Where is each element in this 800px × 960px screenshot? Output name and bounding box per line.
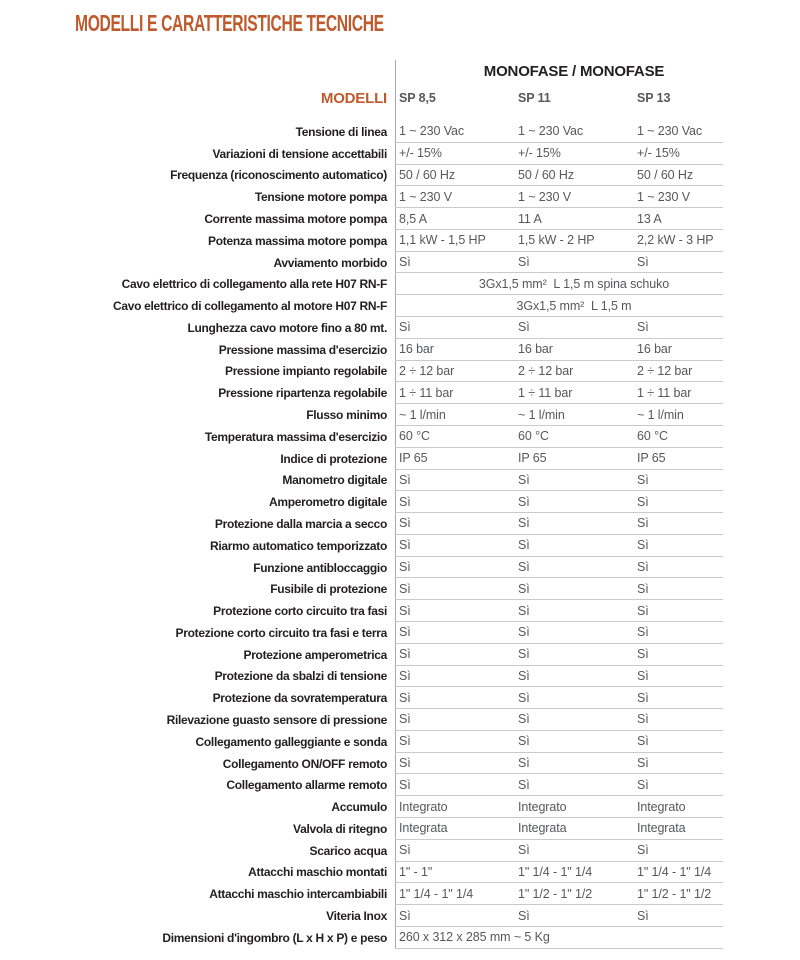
- row-value: Sì: [518, 756, 530, 771]
- row-value: 1 ÷ 11 bar: [518, 385, 573, 400]
- table-row: [0, 448, 723, 470]
- row-value: Integrata: [518, 821, 567, 836]
- row-values: [395, 361, 723, 383]
- row-label: Protezione amperometrica: [243, 647, 387, 662]
- row-value: Sì: [518, 516, 530, 531]
- table-row: [0, 295, 723, 317]
- row-value: 1,5 kW - 2 HP: [518, 233, 595, 248]
- row-value: ~ 1 l/min: [518, 407, 565, 422]
- row-label: Pressione ripartenza regolabile: [218, 386, 387, 401]
- row-label: Collegamento ON/OFF remoto: [222, 756, 387, 771]
- row-value: +/- 15%: [399, 146, 442, 161]
- row-value: Integrata: [637, 821, 686, 836]
- row-value: IP 65: [637, 451, 666, 466]
- table-row: [0, 622, 723, 644]
- table-row: [0, 361, 723, 383]
- row-label: Temperatura massima d'esercizio: [204, 429, 387, 444]
- column-header-sp85: SP 8,5: [399, 91, 436, 105]
- row-label: Collegamento galleggiante e sonda: [195, 734, 387, 749]
- row-value: 50 / 60 Hz: [637, 167, 693, 182]
- row-value: Sì: [399, 516, 411, 531]
- row-value: 1 ~ 230 V: [518, 189, 571, 204]
- row-label: Protezione corto circuito tra fasi e terra: [175, 625, 387, 640]
- row-value: 13 A: [637, 211, 662, 226]
- row-values: [395, 273, 723, 295]
- row-value: Sì: [518, 472, 530, 487]
- row-value: Sì: [637, 690, 649, 705]
- row-label: Potenza massima motore pompa: [208, 233, 387, 248]
- row-value: 1,1 kW - 1,5 HP: [399, 233, 486, 248]
- row-value: ~ 1 l/min: [399, 407, 446, 422]
- row-value: 1" 1/2 - 1" 1/2: [637, 886, 712, 901]
- column-headers: [395, 91, 723, 105]
- row-value: Sì: [399, 843, 411, 858]
- row-value: 1" 1/4 - 1" 1/4: [637, 864, 712, 879]
- row-value: Sì: [518, 255, 530, 270]
- row-value: Sì: [399, 472, 411, 487]
- row-value: Sì: [518, 538, 530, 553]
- table-row: [0, 731, 723, 753]
- row-values: [395, 905, 723, 927]
- row-value: 60 °C: [518, 429, 549, 444]
- row-label: Variazioni di tensione accettabili: [212, 146, 387, 161]
- row-value: Sì: [518, 581, 530, 596]
- table-row: [0, 404, 723, 426]
- row-value: 1" 1/4 - 1" 1/4: [518, 864, 593, 879]
- row-values: [395, 840, 723, 862]
- row-value: Sì: [518, 603, 530, 618]
- row-label: Pressione massima d'esercizio: [218, 342, 387, 357]
- row-values: [395, 557, 723, 579]
- row-value: 1 ÷ 11 bar: [637, 385, 692, 400]
- row-value: Integrato: [637, 799, 686, 814]
- table-row: [0, 535, 723, 557]
- table-row: [0, 753, 723, 775]
- row-values: [395, 622, 723, 644]
- table-row: [0, 252, 723, 274]
- row-value: 2 ÷ 12 bar: [399, 363, 455, 378]
- row-label: Attacchi maschio intercambiabili: [209, 887, 387, 902]
- row-value: +/- 15%: [518, 146, 561, 161]
- row-values: [395, 252, 723, 274]
- table-row: [0, 470, 723, 492]
- row-label: Cavo elettrico di collegamento al motore H07 RN-F: [112, 299, 387, 314]
- row-value: Sì: [637, 712, 649, 727]
- row-value: Sì: [399, 320, 411, 335]
- row-value: Sì: [518, 494, 530, 509]
- row-label: Lunghezza cavo motore fino a 80 mt.: [187, 320, 387, 335]
- table-row: [0, 600, 723, 622]
- row-value: ~ 1 l/min: [637, 407, 684, 422]
- row-value: 1" - 1": [399, 864, 433, 879]
- row-value: Sì: [399, 603, 411, 618]
- row-value: Sì: [518, 690, 530, 705]
- table-row: [0, 644, 723, 666]
- row-label: Collegamento allarme remoto: [226, 778, 387, 793]
- row-values: [395, 121, 723, 143]
- row-value: Sì: [399, 538, 411, 553]
- row-value-merged: 3Gx1,5 mm² L 1,5 m: [516, 298, 632, 313]
- row-value: 1" 1/4 - 1" 1/4: [399, 886, 474, 901]
- row-value: Sì: [637, 472, 649, 487]
- row-value: Sì: [399, 581, 411, 596]
- row-values: [395, 470, 723, 492]
- row-label: Indice di protezione: [280, 451, 387, 466]
- row-value: Sì: [637, 494, 649, 509]
- row-label: Fusibile di protezione: [270, 582, 387, 597]
- row-values: [395, 578, 723, 600]
- row-label: Accumulo: [331, 800, 387, 815]
- table-row: [0, 666, 723, 688]
- row-value: Sì: [399, 560, 411, 575]
- row-value: Sì: [399, 690, 411, 705]
- row-value: Sì: [637, 625, 649, 640]
- row-label: Tensione motore pompa: [254, 190, 387, 205]
- row-value: 2,2 kW - 3 HP: [637, 233, 714, 248]
- table-row: [0, 840, 723, 862]
- row-value: 1 ÷ 11 bar: [399, 385, 454, 400]
- row-label: Flusso minimo: [306, 408, 387, 423]
- row-value: IP 65: [518, 451, 547, 466]
- row-value: Sì: [518, 647, 530, 662]
- models-label: MODELLI: [320, 89, 387, 107]
- row-value: Sì: [637, 255, 649, 270]
- row-values: [395, 513, 723, 535]
- table-row: [0, 186, 723, 208]
- row-values: [395, 687, 723, 709]
- row-value: Sì: [518, 320, 530, 335]
- row-value: Sì: [399, 756, 411, 771]
- spec-table: [0, 121, 723, 949]
- row-value: 1 ~ 230 V: [637, 189, 690, 204]
- row-value: Sì: [399, 734, 411, 749]
- table-row: [0, 709, 723, 731]
- row-value: 11 A: [518, 211, 542, 226]
- row-values: [395, 448, 723, 470]
- row-value: 1 ~ 230 Vac: [399, 124, 465, 139]
- row-values: [395, 883, 723, 905]
- page-title: MODELLI E CARATTERISTICHE TECNICHE: [75, 10, 384, 36]
- row-values: [395, 382, 723, 404]
- row-value: Sì: [637, 538, 649, 553]
- row-value: Sì: [518, 560, 530, 575]
- row-value: Integrata: [399, 821, 448, 836]
- table-header-row: [0, 86, 723, 110]
- table-row: [0, 687, 723, 709]
- row-value-merged: 260 x 312 x 285 mm ~ 5 Kg: [399, 930, 550, 945]
- row-value: 8,5 A: [399, 211, 427, 226]
- row-values: [395, 731, 723, 753]
- row-values: [395, 818, 723, 840]
- row-values: [395, 339, 723, 361]
- row-label: Rilevazione guasto sensore di pressione: [166, 712, 387, 727]
- row-value: Integrato: [399, 799, 448, 814]
- row-value: Sì: [637, 756, 649, 771]
- row-label: Scarico acqua: [309, 843, 387, 858]
- column-header-sp13: SP 13: [637, 91, 671, 105]
- row-value: Sì: [399, 494, 411, 509]
- row-values: [395, 796, 723, 818]
- table-row: [0, 905, 723, 927]
- row-value: 2 ÷ 12 bar: [637, 363, 693, 378]
- table-row: [0, 883, 723, 905]
- row-value: 1 ~ 230 V: [399, 189, 452, 204]
- row-value: Sì: [399, 908, 411, 923]
- row-value: Sì: [518, 712, 530, 727]
- row-values: [395, 295, 723, 317]
- row-value: +/- 15%: [637, 146, 680, 161]
- row-value: Sì: [637, 843, 649, 858]
- row-values: [395, 535, 723, 557]
- row-values: [395, 230, 723, 252]
- row-value: 1 ~ 230 Vac: [518, 124, 584, 139]
- row-values: [395, 644, 723, 666]
- row-label: Corrente massima motore pompa: [204, 212, 387, 227]
- row-value: Sì: [399, 668, 411, 683]
- row-value: IP 65: [399, 451, 428, 466]
- row-values: [395, 426, 723, 448]
- row-value: Sì: [637, 668, 649, 683]
- row-values: [395, 753, 723, 775]
- row-value: 16 bar: [518, 342, 553, 357]
- row-value: Sì: [637, 603, 649, 618]
- row-label: Protezione da sbalzi di tensione: [214, 669, 387, 684]
- row-values: [395, 666, 723, 688]
- row-value: 2 ÷ 12 bar: [518, 363, 574, 378]
- row-value: Sì: [518, 668, 530, 683]
- table-row: [0, 491, 723, 513]
- row-value: Integrato: [518, 799, 567, 814]
- row-values: [395, 165, 723, 187]
- row-value: Sì: [637, 320, 649, 335]
- table-row: [0, 230, 723, 252]
- row-value: Sì: [399, 712, 411, 727]
- row-values: [395, 600, 723, 622]
- row-label: Protezione da sovratemperatura: [212, 691, 387, 706]
- row-value: Sì: [637, 560, 649, 575]
- row-value: Sì: [399, 647, 411, 662]
- row-value: 50 / 60 Hz: [399, 167, 455, 182]
- row-values: [395, 143, 723, 165]
- table-row: [0, 927, 723, 949]
- row-label: Tensione di linea: [295, 124, 387, 139]
- table-row: [0, 208, 723, 230]
- table-row: [0, 143, 723, 165]
- row-value: 1 ~ 230 Vac: [637, 124, 703, 139]
- row-label: Valvola di ritegno: [293, 821, 387, 836]
- table-row: [0, 426, 723, 448]
- row-values: [395, 862, 723, 884]
- row-values: [395, 208, 723, 230]
- row-values: [395, 927, 723, 949]
- row-values: [395, 491, 723, 513]
- row-value: Sì: [399, 255, 411, 270]
- table-row: [0, 165, 723, 187]
- row-value: 16 bar: [399, 342, 434, 357]
- row-value-merged: 3Gx1,5 mm² L 1,5 m spina schuko: [478, 276, 670, 291]
- row-value: Sì: [399, 777, 411, 792]
- row-value: 50 / 60 Hz: [518, 167, 574, 182]
- row-value: 60 °C: [399, 429, 430, 444]
- table-row: [0, 578, 723, 600]
- table-row: [0, 339, 723, 361]
- row-value: 1" 1/2 - 1" 1/2: [518, 886, 593, 901]
- row-value: Sì: [518, 843, 530, 858]
- row-value: Sì: [518, 777, 530, 792]
- row-label: Riarmo automatico temporizzato: [209, 538, 387, 553]
- table-row: [0, 557, 723, 579]
- table-group-header: MONOFASE / MONOFASE: [483, 63, 665, 80]
- row-label: Protezione dalla marcia a secco: [214, 516, 387, 531]
- row-value: 16 bar: [637, 342, 672, 357]
- row-label: Protezione corto circuito tra fasi: [213, 604, 387, 619]
- row-label: Pressione impianto regolabile: [224, 364, 387, 379]
- table-row: [0, 862, 723, 884]
- row-label: Amperometro digitale: [268, 495, 387, 510]
- row-value: Sì: [637, 908, 649, 923]
- row-label: Avviamento morbido: [273, 255, 387, 270]
- column-header-sp11: SP 11: [518, 91, 551, 105]
- row-value: Sì: [637, 734, 649, 749]
- row-values: [395, 317, 723, 339]
- table-row: [0, 382, 723, 404]
- row-value: Sì: [518, 625, 530, 640]
- row-value: Sì: [518, 908, 530, 923]
- row-value: 60 °C: [637, 429, 668, 444]
- row-label: Funzione antibloccaggio: [253, 560, 387, 575]
- table-row: [0, 121, 723, 143]
- row-label: Manometro digitale: [282, 473, 387, 488]
- row-label: Frequenza (riconoscimento automatico): [170, 168, 387, 183]
- table-row: [0, 774, 723, 796]
- row-value: Sì: [637, 777, 649, 792]
- row-label: Viteria Inox: [326, 909, 387, 924]
- row-value: Sì: [518, 734, 530, 749]
- row-value: Sì: [637, 581, 649, 596]
- row-value: Sì: [399, 625, 411, 640]
- row-label: Dimensioni d'ingombro (L x H x P) e peso: [162, 930, 387, 945]
- table-row: [0, 317, 723, 339]
- table-row: [0, 273, 723, 295]
- row-label: Attacchi maschio montati: [248, 865, 387, 880]
- table-row: [0, 818, 723, 840]
- row-value: Sì: [637, 647, 649, 662]
- row-values: [395, 404, 723, 426]
- table-row: [0, 796, 723, 818]
- row-values: [395, 186, 723, 208]
- table-row: [0, 513, 723, 535]
- row-values: [395, 709, 723, 731]
- row-label: Cavo elettrico di collegamento alla rete H07 RN-F: [121, 277, 387, 292]
- row-values: [395, 774, 723, 796]
- row-value: Sì: [637, 516, 649, 531]
